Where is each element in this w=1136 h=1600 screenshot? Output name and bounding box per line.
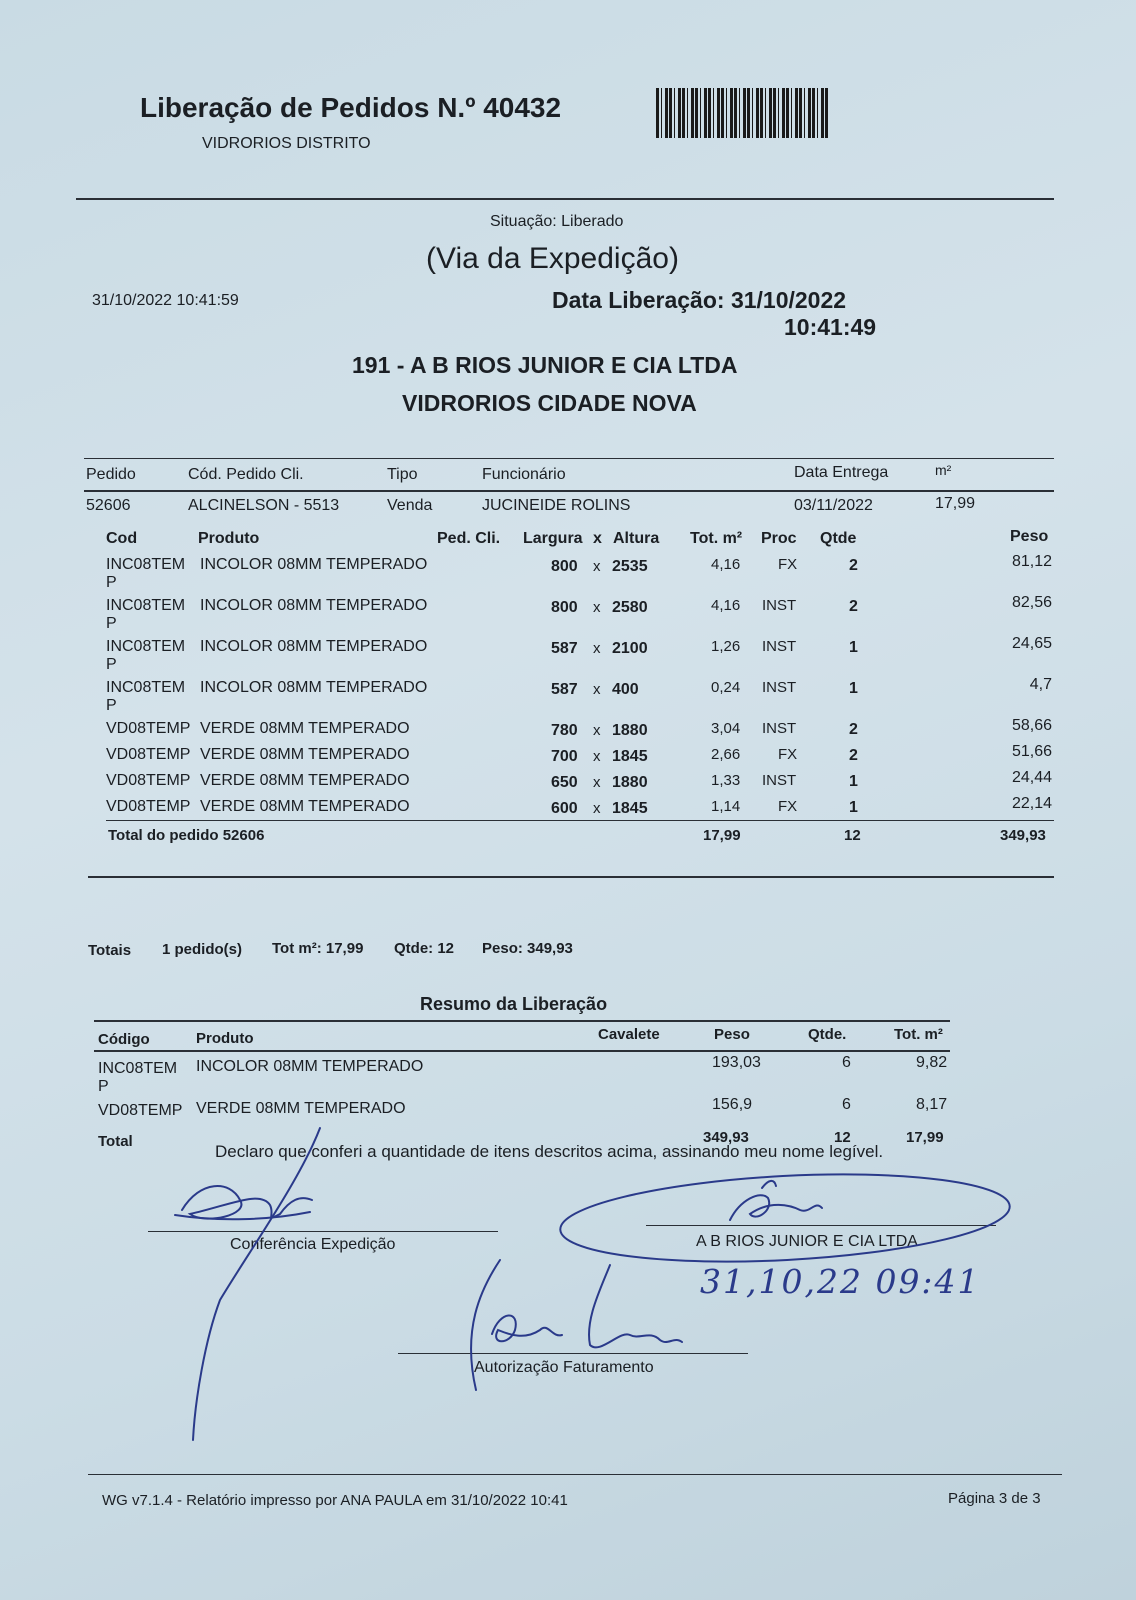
- declaration-text: Declaro que conferi a quantidade de itens descritos acima, assinando meu nome legível.: [215, 1142, 884, 1161]
- item-qtde: 1: [849, 639, 858, 656]
- summary-total-qtde: 12: [834, 1129, 851, 1146]
- item-altura: 400: [612, 681, 639, 698]
- summary-total-label: Total: [98, 1133, 133, 1150]
- totals-pedidos: 1 pedido(s): [162, 941, 243, 958]
- item-qtde: 2: [849, 721, 858, 738]
- summary-total-m2: 17,99: [906, 1129, 944, 1146]
- item-largura: 800: [551, 558, 578, 575]
- store-name: VIDRORIOS CIDADE NOVA: [402, 390, 697, 416]
- signature-label-autorizacao: Autorização Faturamento: [474, 1359, 654, 1376]
- item-proc: INST: [762, 772, 797, 789]
- summary-peso: 156,9: [712, 1096, 753, 1113]
- item-x: x: [593, 800, 601, 817]
- item-proc: FX: [778, 798, 798, 815]
- item-code: INC08TEM: [106, 679, 186, 696]
- item-product: VERDE 08MM TEMPERADO: [200, 798, 410, 815]
- item-qtde: 1: [849, 799, 858, 816]
- item-proc: FX: [778, 556, 798, 573]
- summary-tot-m2: 8,17: [916, 1096, 948, 1113]
- item-peso: 81,12: [1011, 553, 1052, 570]
- col-funcionario: Funcionário: [482, 466, 566, 483]
- item-code: INC08TEM: [106, 597, 186, 614]
- summary-col-tot-m2: Tot. m²: [894, 1026, 943, 1043]
- summary-col-cavalete: Cavalete: [598, 1026, 660, 1043]
- order-total-peso: 349,93: [1000, 827, 1046, 844]
- item-product: INCOLOR 08MM TEMPERADO: [200, 679, 428, 696]
- item-product: VERDE 08MM TEMPERADO: [200, 772, 410, 789]
- item-peso: 51,66: [1011, 743, 1052, 760]
- item-altura: 1880: [612, 722, 648, 739]
- col-ped-cli: Ped. Cli.: [437, 530, 501, 547]
- col-m2: m²: [935, 462, 952, 478]
- item-product: INCOLOR 08MM TEMPERADO: [200, 638, 428, 655]
- col-qtde: Qtde: [820, 530, 857, 547]
- item-altura: 2100: [612, 640, 648, 657]
- summary-product: INCOLOR 08MM TEMPERADO: [196, 1058, 424, 1075]
- item-code-wrap: P: [106, 697, 117, 714]
- summary-code-wrap: P: [98, 1078, 109, 1095]
- item-code: VD08TEMP: [106, 772, 191, 789]
- item-code: VD08TEMP: [106, 746, 191, 763]
- item-code-wrap: P: [106, 656, 117, 673]
- item-largura: 800: [551, 599, 578, 616]
- item-x: x: [593, 640, 601, 657]
- footer-printed-by: WG v7.1.4 - Relatório impresso por ANA PAULA em 31/10/2022 10:41: [102, 1492, 568, 1509]
- order-client-code: ALCINELSON - 5513: [188, 497, 340, 514]
- summary-code: VD08TEMP: [98, 1102, 183, 1119]
- document-title: Liberação de Pedidos N.º 40432: [140, 92, 562, 123]
- release-date: Data Liberação: 31/10/2022: [552, 287, 847, 313]
- divider: [88, 1474, 1062, 1475]
- order-total-m2: 17,99: [703, 827, 741, 844]
- item-peso: 4,7: [1029, 676, 1052, 693]
- item-product: INCOLOR 08MM TEMPERADO: [200, 556, 428, 573]
- footer-page-number: Página 3 de 3: [948, 1490, 1041, 1507]
- item-product: VERDE 08MM TEMPERADO: [200, 746, 410, 763]
- totals-peso: Peso: 349,93: [482, 940, 573, 957]
- item-largura: 780: [551, 722, 578, 739]
- item-qtde: 2: [849, 747, 858, 764]
- summary-qtde: 6: [842, 1054, 851, 1071]
- item-altura: 1845: [612, 800, 648, 817]
- item-x: x: [593, 681, 601, 698]
- item-x: x: [593, 748, 601, 765]
- item-code: INC08TEM: [106, 638, 186, 655]
- col-data-entrega: Data Entrega: [794, 464, 889, 481]
- item-code: VD08TEMP: [106, 798, 191, 815]
- summary-tot-m2: 9,82: [916, 1054, 948, 1071]
- col-tipo: Tipo: [387, 466, 418, 483]
- item-tot-m2: 1,26: [711, 638, 741, 655]
- col-largura: Largura: [523, 530, 583, 547]
- print-datetime: 31/10/2022 10:41:59: [92, 292, 239, 309]
- release-time: 10:41:49: [784, 314, 877, 340]
- company-name: VIDRORIOS DISTRITO: [202, 135, 371, 152]
- item-product: INCOLOR 08MM TEMPERADO: [200, 597, 428, 614]
- item-tot-m2: 0,24: [711, 679, 741, 696]
- item-peso: 58,66: [1011, 717, 1052, 734]
- col-pedido: Pedido: [86, 466, 136, 483]
- totals-m2: Tot m²: 17,99: [272, 940, 364, 957]
- summary-peso: 193,03: [712, 1054, 761, 1071]
- item-tot-m2: 3,04: [711, 720, 741, 737]
- item-peso: 24,65: [1011, 635, 1052, 652]
- signature-label-cliente: A B RIOS JUNIOR E CIA LTDA: [696, 1233, 918, 1250]
- col-tot-m2: Tot. m²: [690, 530, 743, 547]
- summary-title: Resumo da Liberação: [420, 994, 608, 1014]
- item-largura: 587: [551, 681, 578, 698]
- order-m2: 17,99: [935, 495, 976, 512]
- order-type: Venda: [387, 497, 433, 514]
- item-peso: 22,14: [1011, 795, 1052, 812]
- item-altura: 1845: [612, 748, 648, 765]
- order-total-qtde: 12: [844, 827, 861, 844]
- item-x: x: [593, 599, 601, 616]
- item-largura: 650: [551, 774, 578, 791]
- totals-label: Totais: [88, 942, 132, 959]
- item-altura: 2580: [612, 599, 648, 616]
- order-employee: JUCINEIDE ROLINS: [482, 497, 631, 514]
- item-peso: 82,56: [1011, 594, 1052, 611]
- item-product: VERDE 08MM TEMPERADO: [200, 720, 410, 737]
- item-qtde: 1: [849, 773, 858, 790]
- order-total-label: Total do pedido 52606: [108, 827, 265, 844]
- col-altura: Altura: [613, 530, 660, 547]
- item-qtde: 1: [849, 680, 858, 697]
- item-tot-m2: 2,66: [711, 746, 741, 763]
- order-number: 52606: [86, 497, 131, 514]
- order-delivery-date: 03/11/2022: [794, 497, 873, 514]
- summary-col-codigo: Código: [98, 1031, 150, 1048]
- col-x: x: [593, 530, 602, 547]
- copy-label: (Via da Expedição): [426, 242, 679, 275]
- item-proc: INST: [762, 679, 797, 696]
- item-altura: 1880: [612, 774, 648, 791]
- item-x: x: [593, 558, 601, 575]
- item-peso: 24,44: [1011, 769, 1052, 786]
- item-code-wrap: P: [106, 574, 117, 591]
- item-altura: 2535: [612, 558, 648, 575]
- item-tot-m2: 1,14: [711, 798, 741, 815]
- signature-label-conferencia: Conferência Expedição: [230, 1236, 396, 1253]
- col-cod-pedido-cli: Cód. Pedido Cli.: [188, 466, 304, 483]
- col-proc: Proc: [761, 530, 797, 547]
- item-tot-m2: 1,33: [711, 772, 741, 789]
- summary-product: VERDE 08MM TEMPERADO: [196, 1100, 406, 1117]
- status-text: Situação: Liberado: [490, 213, 624, 230]
- summary-qtde: 6: [842, 1096, 851, 1113]
- totals-qtde: Qtde: 12: [394, 940, 455, 957]
- item-x: x: [593, 774, 601, 791]
- handwritten-date: 31,10,22 09:41: [700, 1262, 981, 1301]
- item-largura: 600: [551, 800, 578, 817]
- col-produto: Produto: [198, 530, 260, 547]
- item-code: VD08TEMP: [106, 720, 191, 737]
- col-cod: Cod: [106, 530, 138, 547]
- item-tot-m2: 4,16: [711, 556, 741, 573]
- item-qtde: 2: [849, 598, 858, 615]
- summary-col-produto: Produto: [196, 1030, 254, 1047]
- item-proc: INST: [762, 720, 797, 737]
- summary-col-peso: Peso: [714, 1026, 750, 1043]
- item-qtde: 2: [849, 557, 858, 574]
- summary-total-peso: 349,93: [703, 1129, 749, 1146]
- col-peso: Peso: [1010, 528, 1049, 545]
- item-code-wrap: P: [106, 615, 117, 632]
- item-largura: 700: [551, 748, 578, 765]
- customer-name: 191 - A B RIOS JUNIOR E CIA LTDA: [352, 352, 738, 378]
- summary-col-qtde: Qtde.: [808, 1026, 847, 1043]
- item-code: INC08TEM: [106, 556, 186, 573]
- item-proc: INST: [762, 638, 797, 655]
- item-tot-m2: 4,16: [711, 597, 741, 614]
- item-largura: 587: [551, 640, 578, 657]
- item-proc: FX: [778, 746, 798, 763]
- summary-code: INC08TEM: [98, 1060, 178, 1077]
- item-x: x: [593, 722, 601, 739]
- item-proc: INST: [762, 597, 797, 614]
